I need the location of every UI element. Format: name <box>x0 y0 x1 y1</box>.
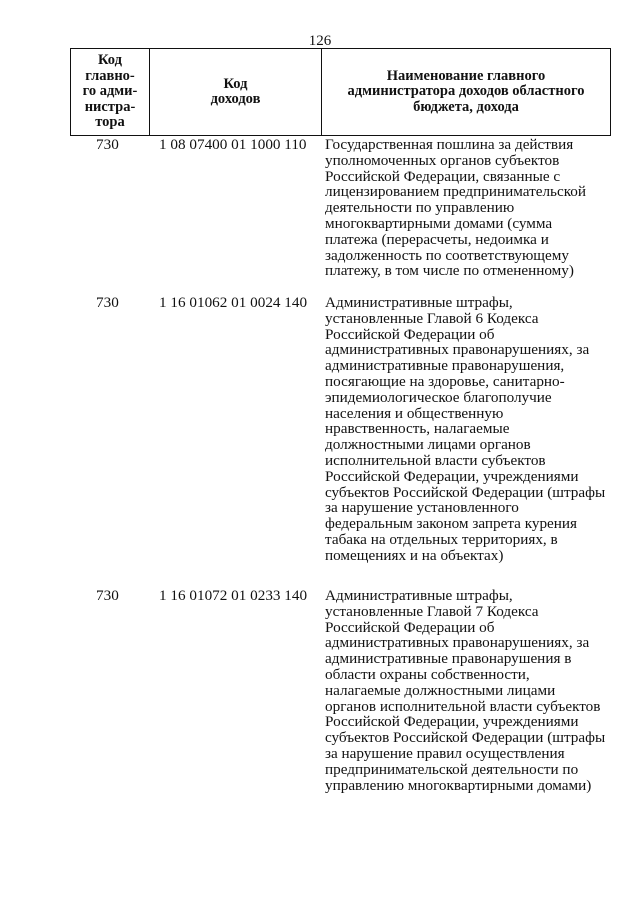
page-number: 126 <box>308 33 332 49</box>
revenue-name-cell: Государственная пошлина за действия уполномоченных органов субъектов Российской Федерации, связанные с лицензированием предпринимательской деятельности по управлению многоквартирными домами (сумма платежа (перерасчеты, недоимка и задолженность по соответствующему платежу, в том числе по отмененному) <box>325 136 587 280</box>
revenue-code-cell: 1 16 01072 01 0233 140 <box>159 587 308 604</box>
revenue-code-cell: 1 08 07400 01 1000 110 <box>159 136 307 153</box>
revenue-code-cell: 1 16 01062 01 0024 140 <box>159 294 308 311</box>
table-header <box>70 48 611 136</box>
revenue-name-cell: Административные штрафы, установленные Главой 7 Кодекса Российской Федерации об административных правонарушениях, за административные правонарушения в области охраны собственности, налагаемые должностными лицами органов исполнительной власти субъектов Российской Федерации, учреждениями субъектов Российской Федерации (штрафы за нарушение правил осуществления предпринимательской деятельности по управлению многоквартирными домами) <box>325 587 606 794</box>
revenue-name-cell: Административные штрафы, установленные Главой 6 Кодекса Российской Федерации об административных правонарушениях, за административные правонарушения, посягающие на здоровье, санитарно- эпидемиологическое благополучие населения и общественную нравственность, налагаемые должностными лицами органов исполнительной власти субъектов Российской Федерации, учреждениями субъектов Российской Федерации (штрафы за нарушение установленного федеральным законом запрета курения табака на отдельных территориях, в помещениях и на объектах) <box>325 294 606 564</box>
admin-code-cell: 730 <box>96 587 119 604</box>
header-name: Наименование главного администратора доходов областного бюджета, дохода <box>322 49 611 135</box>
admin-code-cell: 730 <box>96 294 119 311</box>
header-revenue-code: Код доходов <box>150 49 322 135</box>
header-admin-code: Код главно- го адми- нистра- тора <box>70 49 150 135</box>
admin-code-cell: 730 <box>96 136 119 153</box>
